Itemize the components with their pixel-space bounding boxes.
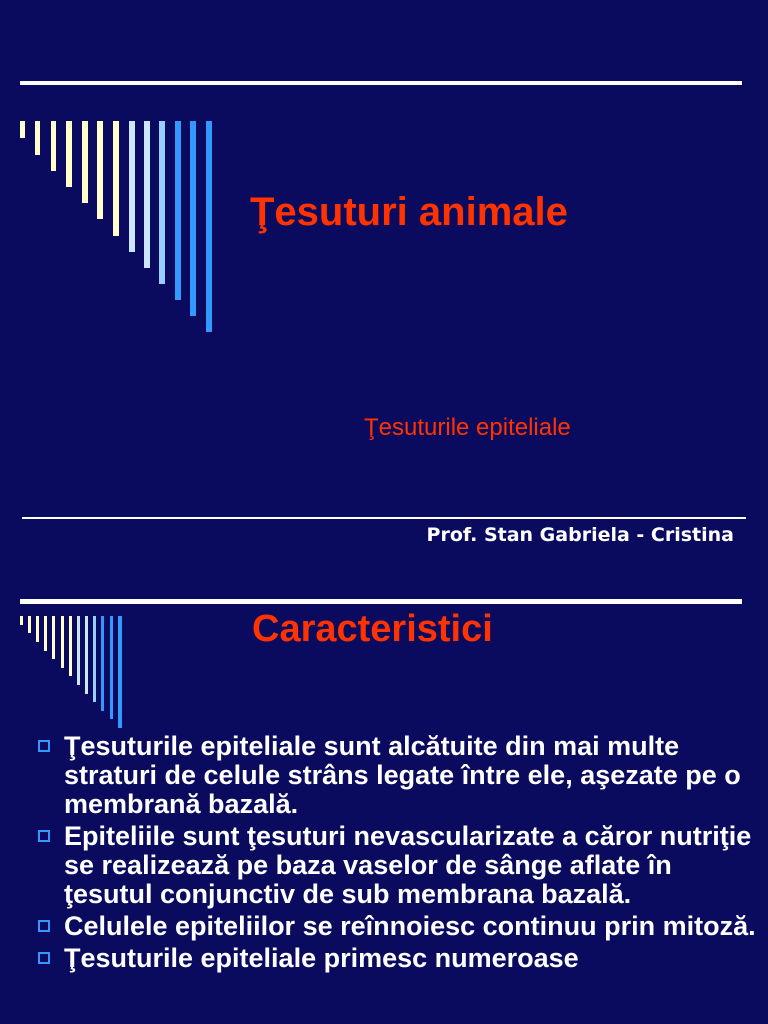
decorative-bar: [36, 616, 39, 642]
decorative-bar: [113, 121, 119, 236]
decorative-bar: [206, 121, 212, 332]
decorative-bar: [144, 121, 150, 268]
decorative-bar: [66, 121, 72, 187]
decorative-bar: [28, 616, 31, 633]
decorative-bar: [85, 616, 88, 694]
list-item-text: Ţesuturile epiteliale primesc numeroase: [64, 943, 579, 973]
decorative-bar: [118, 616, 122, 728]
decorative-bar: [51, 121, 56, 171]
square-bullet-icon: [38, 920, 50, 932]
decorative-bar: [82, 121, 88, 203]
author-name: Prof. Stan Gabriela - Cristina: [426, 524, 734, 546]
decorative-bar: [20, 616, 23, 625]
decorative-bar: [52, 616, 55, 659]
decorative-bar: [101, 616, 104, 711]
top-divider-line: [20, 81, 742, 85]
decorative-bar: [129, 121, 135, 252]
decorative-bar: [35, 121, 40, 155]
decorative-bar: [190, 121, 196, 316]
slide-title: Caracteristici: [252, 608, 493, 650]
square-bullet-icon: [38, 952, 50, 964]
decorative-bar: [69, 616, 72, 676]
decorative-bars-small: [0, 616, 130, 728]
list-item: [36, 912, 756, 941]
content-slide: [0, 568, 768, 1024]
decorative-bar: [61, 616, 64, 668]
slide-subtitle: Ţesuturile epiteliale: [364, 414, 571, 441]
square-bullet-icon: [38, 830, 50, 842]
decorative-bar: [97, 121, 103, 219]
top-divider-line: [20, 599, 742, 604]
list-item-text: Celulele epiteliilor se reînnoiesc continuu prin mitoză.: [64, 911, 756, 941]
slide-title: Ţesuturi animale: [250, 190, 568, 234]
decorative-bar: [159, 121, 165, 284]
list-item-text: Ţesuturile epiteliale sunt alcătuite din mai multe straturi de celule strâns legate între ele, aşezate pe o membrană bazală.: [64, 731, 741, 819]
list-item: [36, 732, 756, 819]
list-item-text: Epiteliile sunt ţesuturi nevascularizate a căror nutriţie se realizează pe baza vaselor de sânge aflate în ţesutul conjunctiv de sub membrana bazală.: [64, 821, 752, 909]
decorative-bar: [77, 616, 80, 685]
square-bullet-icon: [38, 740, 50, 752]
decorative-bars-large: [0, 121, 220, 336]
list-item: [36, 822, 756, 909]
decorative-bar: [93, 616, 96, 702]
decorative-bar: [44, 616, 47, 651]
decorative-bar: [175, 121, 181, 300]
author-divider-line: [22, 517, 746, 519]
list-item: [36, 944, 756, 973]
decorative-bar: [110, 616, 113, 719]
bullet-list: [36, 732, 756, 976]
decorative-bar: [20, 121, 25, 138]
